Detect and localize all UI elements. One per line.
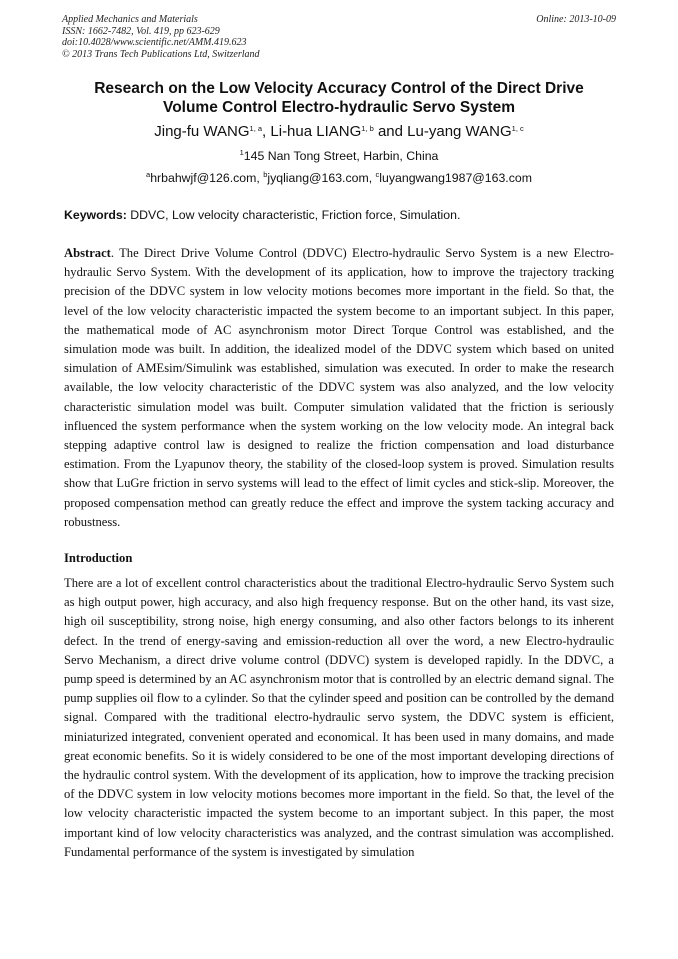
journal-issn: ISSN: 1662-7482, Vol. 419, pp 623-629 (62, 25, 220, 37)
paper-title-line-1: Research on the Low Velocity Accuracy Control of the Direct Drive (94, 80, 584, 97)
abstract-text: . The Direct Drive Volume Control (DDVC) Electro-hydraulic Servo System is a new Electro-hydraulic Servo System. With the development of its application, how to improve the trajectory tracking precision of the DDVC system in low velocity motions becomes more important in the field. So that, the level of the low velocity characteristic impacted the system become to an important subject. In this paper, the mathematical mode of AC asynchronism motor Direct Torque Control was established, and the simulation mode was built. In addition, the idealized model of the DDVC system which based on united simulation of AMEsim/Simulink was established, simulation was executed. In order to make the research available, the low velocity characteristic of the DDVC system was also analyzed, and the low velocity characteristic simulation model was built. Computer simulation validated that the friction is seriously influenced the system performance when the system working on the low velocity mode. An integral back stepping adaptive control law is designed to realize the friction compensation and load disturbance estimation. From the Lyapunov theory, the stability of the closed-loop system is proved. Simulation results show that LuGre friction in servo systems will lead to the effect of limit cycles and stick-slip. Moreover, the proposed compensation method can greatly reduce the effect and improve the system tacking accuracy and robustness. (64, 246, 614, 529)
paper-title (60, 80, 618, 117)
affiliation-address (60, 148, 618, 164)
journal-doi[interactable]: doi:10.4028/www.scientific.net/AMM.419.623 (62, 37, 247, 49)
email-c-mark: c (375, 170, 380, 179)
author-separator-1: , (262, 123, 271, 140)
paper-title-line-2: Volume Control Electro-hydraulic Servo System (163, 98, 515, 116)
affiliation-text: 145 Nan Tong Street, Harbin, China (243, 149, 439, 163)
author-separator-2: and (373, 123, 408, 140)
keywords-line (64, 207, 616, 223)
keywords-text: DDVC, Low velocity characteristic, Friction force, Simulation. (126, 208, 461, 222)
journal-copyright: © 2013 Trans Tech Publications Ltd, Switzerland (62, 48, 260, 60)
author-list (60, 122, 618, 142)
journal-header (62, 14, 260, 60)
author-2-affiliation-mark: 1, b (361, 124, 374, 133)
email-b-mark: b (263, 170, 268, 179)
author-1-affiliation-mark: 1, a (249, 124, 263, 133)
author-1-name: Jing-fu WANG (154, 123, 250, 140)
email-b[interactable]: jyqliang@163.com, (267, 171, 376, 185)
author-2-name: Li-hua LIANG (270, 123, 362, 140)
affiliation-mark: 1 (239, 148, 244, 157)
abstract-paragraph (64, 244, 614, 532)
author-3-name: Lu-yang WANG (407, 123, 512, 140)
introduction-paragraph: There are a lot of excellent control characteristics about the traditional Electro-hydraulic Servo System such as high output power, high accuracy, and also high frequency response. But on the other hand, its vast size, high oil susceptibility, strong noise, high energy consuming, and also other factors belongs to its inherent defect. In the trend of energy-saving and emission-reduction all over the word, a new Electro-hydraulic Servo Mechanism, a direct drive volume control (DDVC) system is developed rapidly. In the DDVC, a pump speed is determined by an AC asynchronism motor that is controlled by an electric demand signal. The pump supplies oil flow to a cylinder. So that the cylinder speed and position can be controlled by the demand signal. Compared with the traditional electro-hydraulic servo system, the DDVC system is efficient, miniaturized integrated, convenient operated and economical. It has been used in many domains, and made great economic benefits. So it is widely considered to be one of the most important developing directions of the hydraulic control system. With the development of its application, how to improve the tracking precision of the DDVC system in low velocity motions becomes more important in the field. So that, the level of the low velocity characteristic impacted the system become to an important subject. In this paper, the most important kind of low velocity characteristics was analyzed, and the contrast simulation was accomplished. Fundamental performance of the system is investigated by simulation (64, 576, 614, 859)
email-c[interactable]: luyangwang1987@163.com (379, 171, 532, 185)
abstract-label: Abstract (64, 246, 111, 260)
introduction-heading: Introduction (64, 551, 133, 565)
author-emails (60, 170, 618, 186)
online-date: Online: 2013-10-09 (536, 14, 616, 25)
keywords-label: Keywords: (64, 208, 127, 222)
email-a[interactable]: hrbahwjf@126.com, (150, 171, 264, 185)
author-3-affiliation-mark: 1, c (511, 124, 524, 133)
journal-name: Applied Mechanics and Materials (62, 14, 198, 25)
email-a-mark: a (146, 170, 151, 179)
